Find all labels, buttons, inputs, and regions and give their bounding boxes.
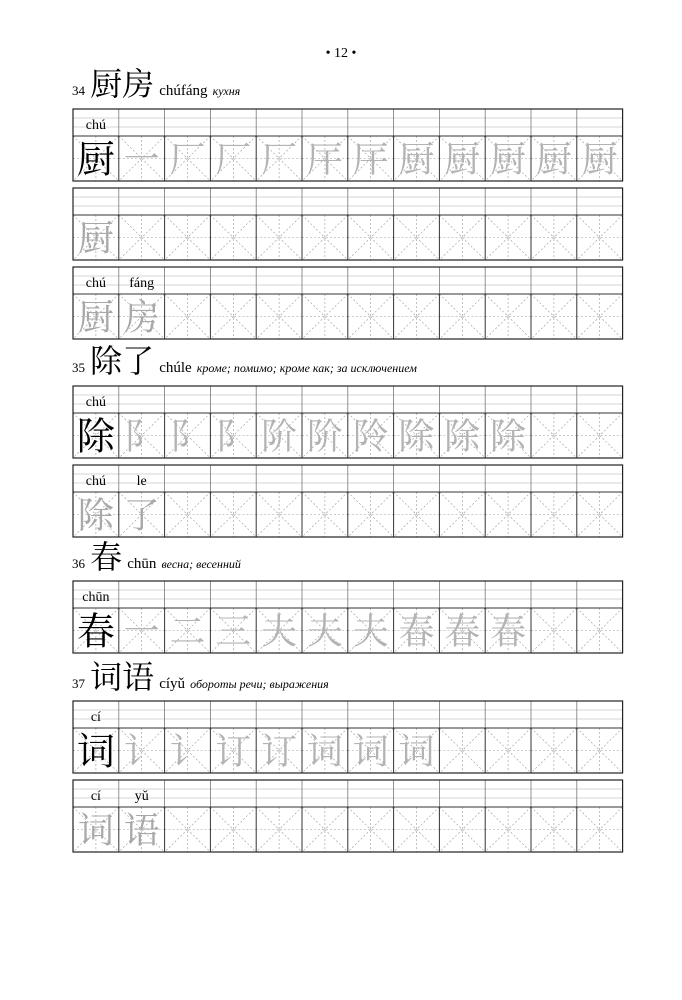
entry-number: 35 (72, 360, 85, 375)
pinyin-label: chūn (82, 590, 110, 606)
tracing-character: 厨 (77, 297, 114, 339)
stroke-order-character: 除 (398, 416, 435, 458)
tracing-character: 除 (77, 495, 114, 537)
entry-translation: весна; весенний (161, 557, 241, 571)
tian-grid (72, 700, 624, 774)
tracing-character: 语 (123, 810, 160, 852)
stroke-order-character: 讠 (123, 731, 160, 773)
entry-number: 34 (72, 83, 85, 98)
page-number: • 12 • (325, 46, 357, 61)
stroke-order-character: 春 (490, 611, 527, 653)
stroke-order-character: 阝 (169, 416, 206, 458)
practice-row (72, 700, 624, 774)
pinyin-label: chú (85, 395, 107, 411)
stroke-order-character: 厂 (169, 139, 206, 181)
pinyin-label: fáng (129, 276, 155, 292)
tian-grid (72, 385, 624, 459)
entry-word: 春 (90, 538, 123, 576)
stroke-order-character: 一 (123, 611, 160, 653)
stroke-order-character: 夫 (261, 611, 298, 653)
stroke-order-character: 春 (398, 611, 435, 653)
stroke-order-character: 二 (169, 611, 206, 653)
stroke-order-character: 词 (398, 731, 435, 773)
pinyin-label: yǔ (134, 789, 149, 805)
entry-word: 厨房 (90, 65, 155, 103)
stroke-order-character: 夫 (306, 611, 343, 653)
entry-pinyin: chúfáng (159, 83, 208, 99)
stroke-order-character: 厈 (352, 139, 389, 181)
stroke-order-character: 夫 (352, 611, 389, 653)
stroke-order-character: 除 (444, 416, 481, 458)
entry-word: 除了 (90, 342, 155, 380)
stroke-order-character: 词 (306, 731, 343, 773)
pinyin-label: cí (90, 789, 101, 805)
stroke-order-character: 厨 (398, 139, 435, 181)
practice-row (72, 385, 624, 459)
pinyin-label: chú (85, 474, 107, 490)
entry-translation: обороты речи; выражения (190, 677, 329, 691)
tian-grid (72, 779, 624, 853)
stroke-order-character: 厨 (581, 139, 618, 181)
stroke-order-character: 阝 (123, 416, 160, 458)
tracing-character: 厨 (77, 218, 114, 260)
stroke-order-character: 订 (261, 731, 298, 773)
model-character: 除 (76, 414, 115, 459)
model-character: 厨 (76, 137, 115, 182)
stroke-order-character: 春 (444, 611, 481, 653)
stroke-order-character: 词 (352, 731, 389, 773)
stroke-order-character: 厨 (535, 139, 572, 181)
stroke-order-character: 除 (490, 416, 527, 458)
stroke-order-character: 阝 (215, 416, 252, 458)
entry-heading-35 (72, 343, 417, 379)
stroke-order-character: 阶 (306, 416, 343, 458)
practice-row (72, 187, 624, 261)
stroke-order-character: 厂 (215, 139, 252, 181)
tian-grid (72, 580, 624, 654)
tian-grid (72, 187, 624, 261)
entry-heading-37 (72, 659, 329, 695)
stroke-order-character: 厂 (261, 139, 298, 181)
stroke-order-character: 阾 (352, 416, 389, 458)
entry-translation: кроме; помимо; кроме как; за исключением (196, 361, 417, 375)
pinyin-label: cí (90, 710, 101, 726)
stroke-order-character: 厨 (490, 139, 527, 181)
stroke-order-character: 阶 (261, 416, 298, 458)
entry-heading-36 (72, 539, 241, 575)
stroke-order-character: 厨 (444, 139, 481, 181)
tian-grid (72, 464, 624, 538)
practice-row (72, 580, 624, 654)
entry-word: 词语 (90, 658, 155, 696)
pinyin-label: chú (85, 118, 107, 134)
model-character: 词 (76, 729, 115, 774)
practice-row (72, 464, 624, 538)
tracing-character: 房 (123, 297, 160, 339)
practice-row (72, 108, 624, 182)
entry-heading-34 (72, 66, 240, 102)
tracing-character: 了 (123, 495, 160, 537)
entry-pinyin: cíyǔ (159, 676, 186, 692)
pinyin-label: chú (85, 276, 107, 292)
stroke-order-character: 订 (215, 731, 252, 773)
practice-row (72, 266, 624, 340)
tian-grid (72, 266, 624, 340)
entry-translation: кухня (212, 84, 241, 98)
pinyin-label: le (136, 474, 147, 490)
model-character: 春 (76, 609, 115, 654)
entry-number: 37 (72, 676, 85, 691)
stroke-order-character: 三 (215, 611, 252, 653)
entry-number: 36 (72, 556, 85, 571)
stroke-order-character: 一 (123, 139, 160, 181)
tracing-character: 词 (77, 810, 114, 852)
stroke-order-character: 讠 (169, 731, 206, 773)
stroke-order-character: 厈 (306, 139, 343, 181)
entry-pinyin: chúle (159, 360, 192, 376)
tian-grid (72, 108, 624, 182)
practice-row (72, 779, 624, 853)
entry-pinyin: chūn (127, 556, 157, 572)
